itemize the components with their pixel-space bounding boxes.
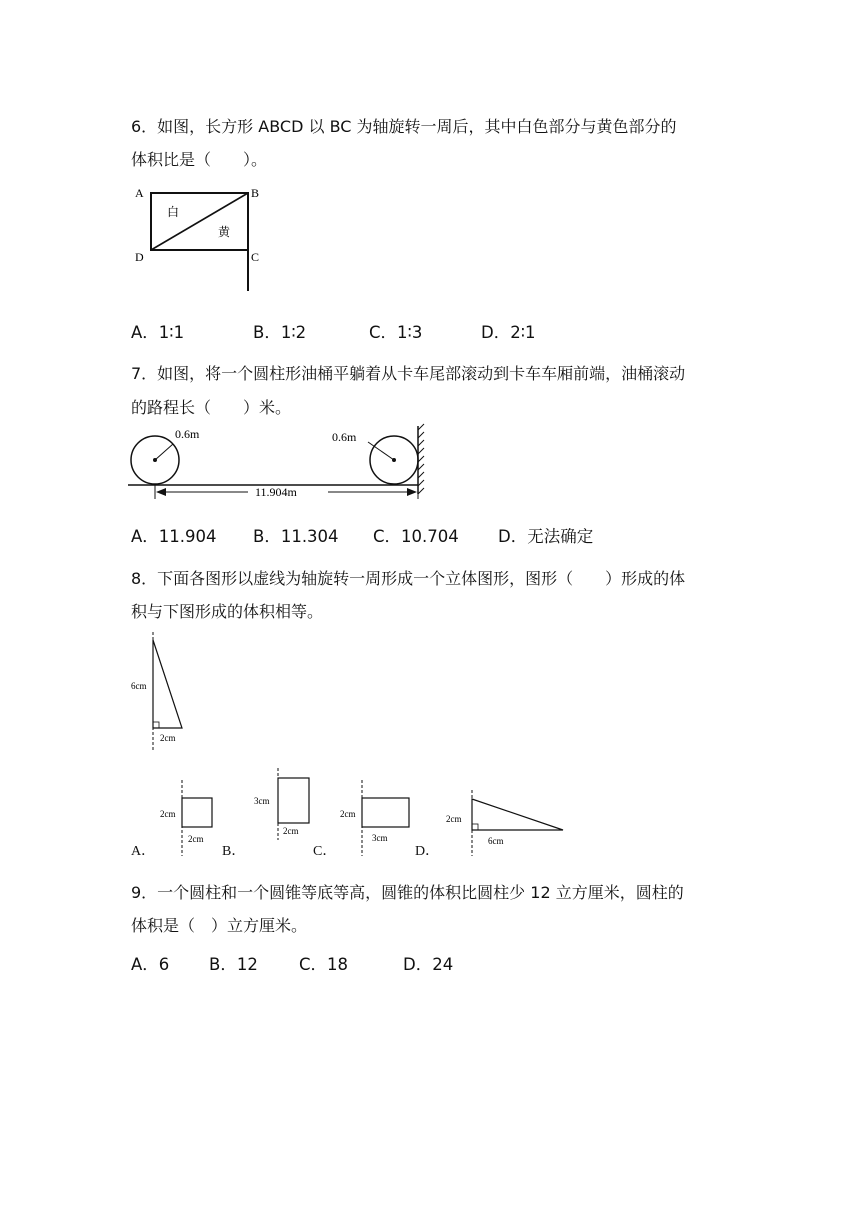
q6-option-c[interactable]: C．1∶3 [369,323,423,342]
q6-text-line1: 6．如图，长方形 ABCD 以 BC 为轴旋转一周后，其中白色部分与黄色部分的 [131,117,677,136]
q7-radius-left: 0.6m [175,427,200,441]
q8-text-line1: 8．下面各图形以虚线为轴旋转一周形成一个立体图形，图形（ ）形成的体 [131,569,686,588]
q8-option-b[interactable]: B． [222,844,246,859]
q7-text-line2: 的路程长（ ）米。 [131,398,292,417]
q6-option-a[interactable]: A．1∶1 [131,323,185,342]
q6-options [131,319,536,343]
q8-a-base: 2cm [188,834,204,844]
q6-label-d: D [135,250,144,264]
q6-label-a: A [135,186,144,200]
q9-text-line1: 9．一个圆柱和一个圆锥等底等高，圆锥的体积比圆柱少 12 立方厘米，圆柱的 [131,883,684,902]
q7-oil-drum-figure [128,422,433,502]
q7-option-a[interactable]: A．11.904 [131,527,217,546]
q6-option-b[interactable]: B．1∶2 [253,323,307,342]
q7-text-line1: 7．如图，将一个圆柱形油桶平躺着从卡车尾部滚动到卡车车厢前端，油桶滚动 [131,364,686,383]
q7-options [131,523,593,547]
q6-option-d[interactable]: D．2∶1 [481,323,536,342]
q8-d-side: 2cm [446,814,462,824]
q9-option-a[interactable]: A．6 [131,955,170,974]
q8-a-side: 2cm [160,809,176,819]
q9-option-d[interactable]: D．24 [403,955,454,974]
q8-b-base: 2cm [283,826,299,836]
q8-main-triangle-figure [128,632,198,750]
q8-figure-b [252,768,316,840]
q8-b-side: 3cm [254,796,270,806]
q8-d-base: 6cm [488,836,504,846]
q6-text-line2: 体积比是（ ）。 [131,150,268,169]
q8-c-side: 2cm [340,809,356,819]
q8-main-height: 6cm [131,681,147,691]
q9-options [131,951,453,975]
q6-label-b: B [251,186,260,200]
q8-option-a[interactable]: A． [131,844,156,859]
q7-radius-right: 0.6m [332,430,357,444]
q6-label-c: C [251,250,260,264]
q8-main-base: 2cm [160,733,176,743]
q8-figure-a [157,780,217,856]
q6-label-yellow: 黄 [218,225,231,239]
q6-label-white: 白 [167,205,180,219]
q8-c-base: 3cm [372,833,388,843]
q9-option-b[interactable]: B．12 [209,955,258,974]
q8-figure-c [338,780,418,856]
q8-option-d[interactable]: D． [415,844,440,859]
q8-figure-d [443,790,568,856]
q9-text-line2: 体积是（ ）立方厘米。 [131,916,308,935]
q9-option-c[interactable]: C．18 [299,955,349,974]
q7-distance-label: 11.904m [255,485,297,499]
q7-option-b[interactable]: B．11.304 [253,527,339,546]
q8-text-line2: 积与下图形成的体积相等。 [131,602,324,621]
q7-option-d[interactable]: D．无法确定 [498,527,594,546]
q7-option-c[interactable]: C．10.704 [373,527,459,546]
q8-option-c[interactable]: C． [313,844,337,859]
q6-rectangle-figure [130,180,270,295]
